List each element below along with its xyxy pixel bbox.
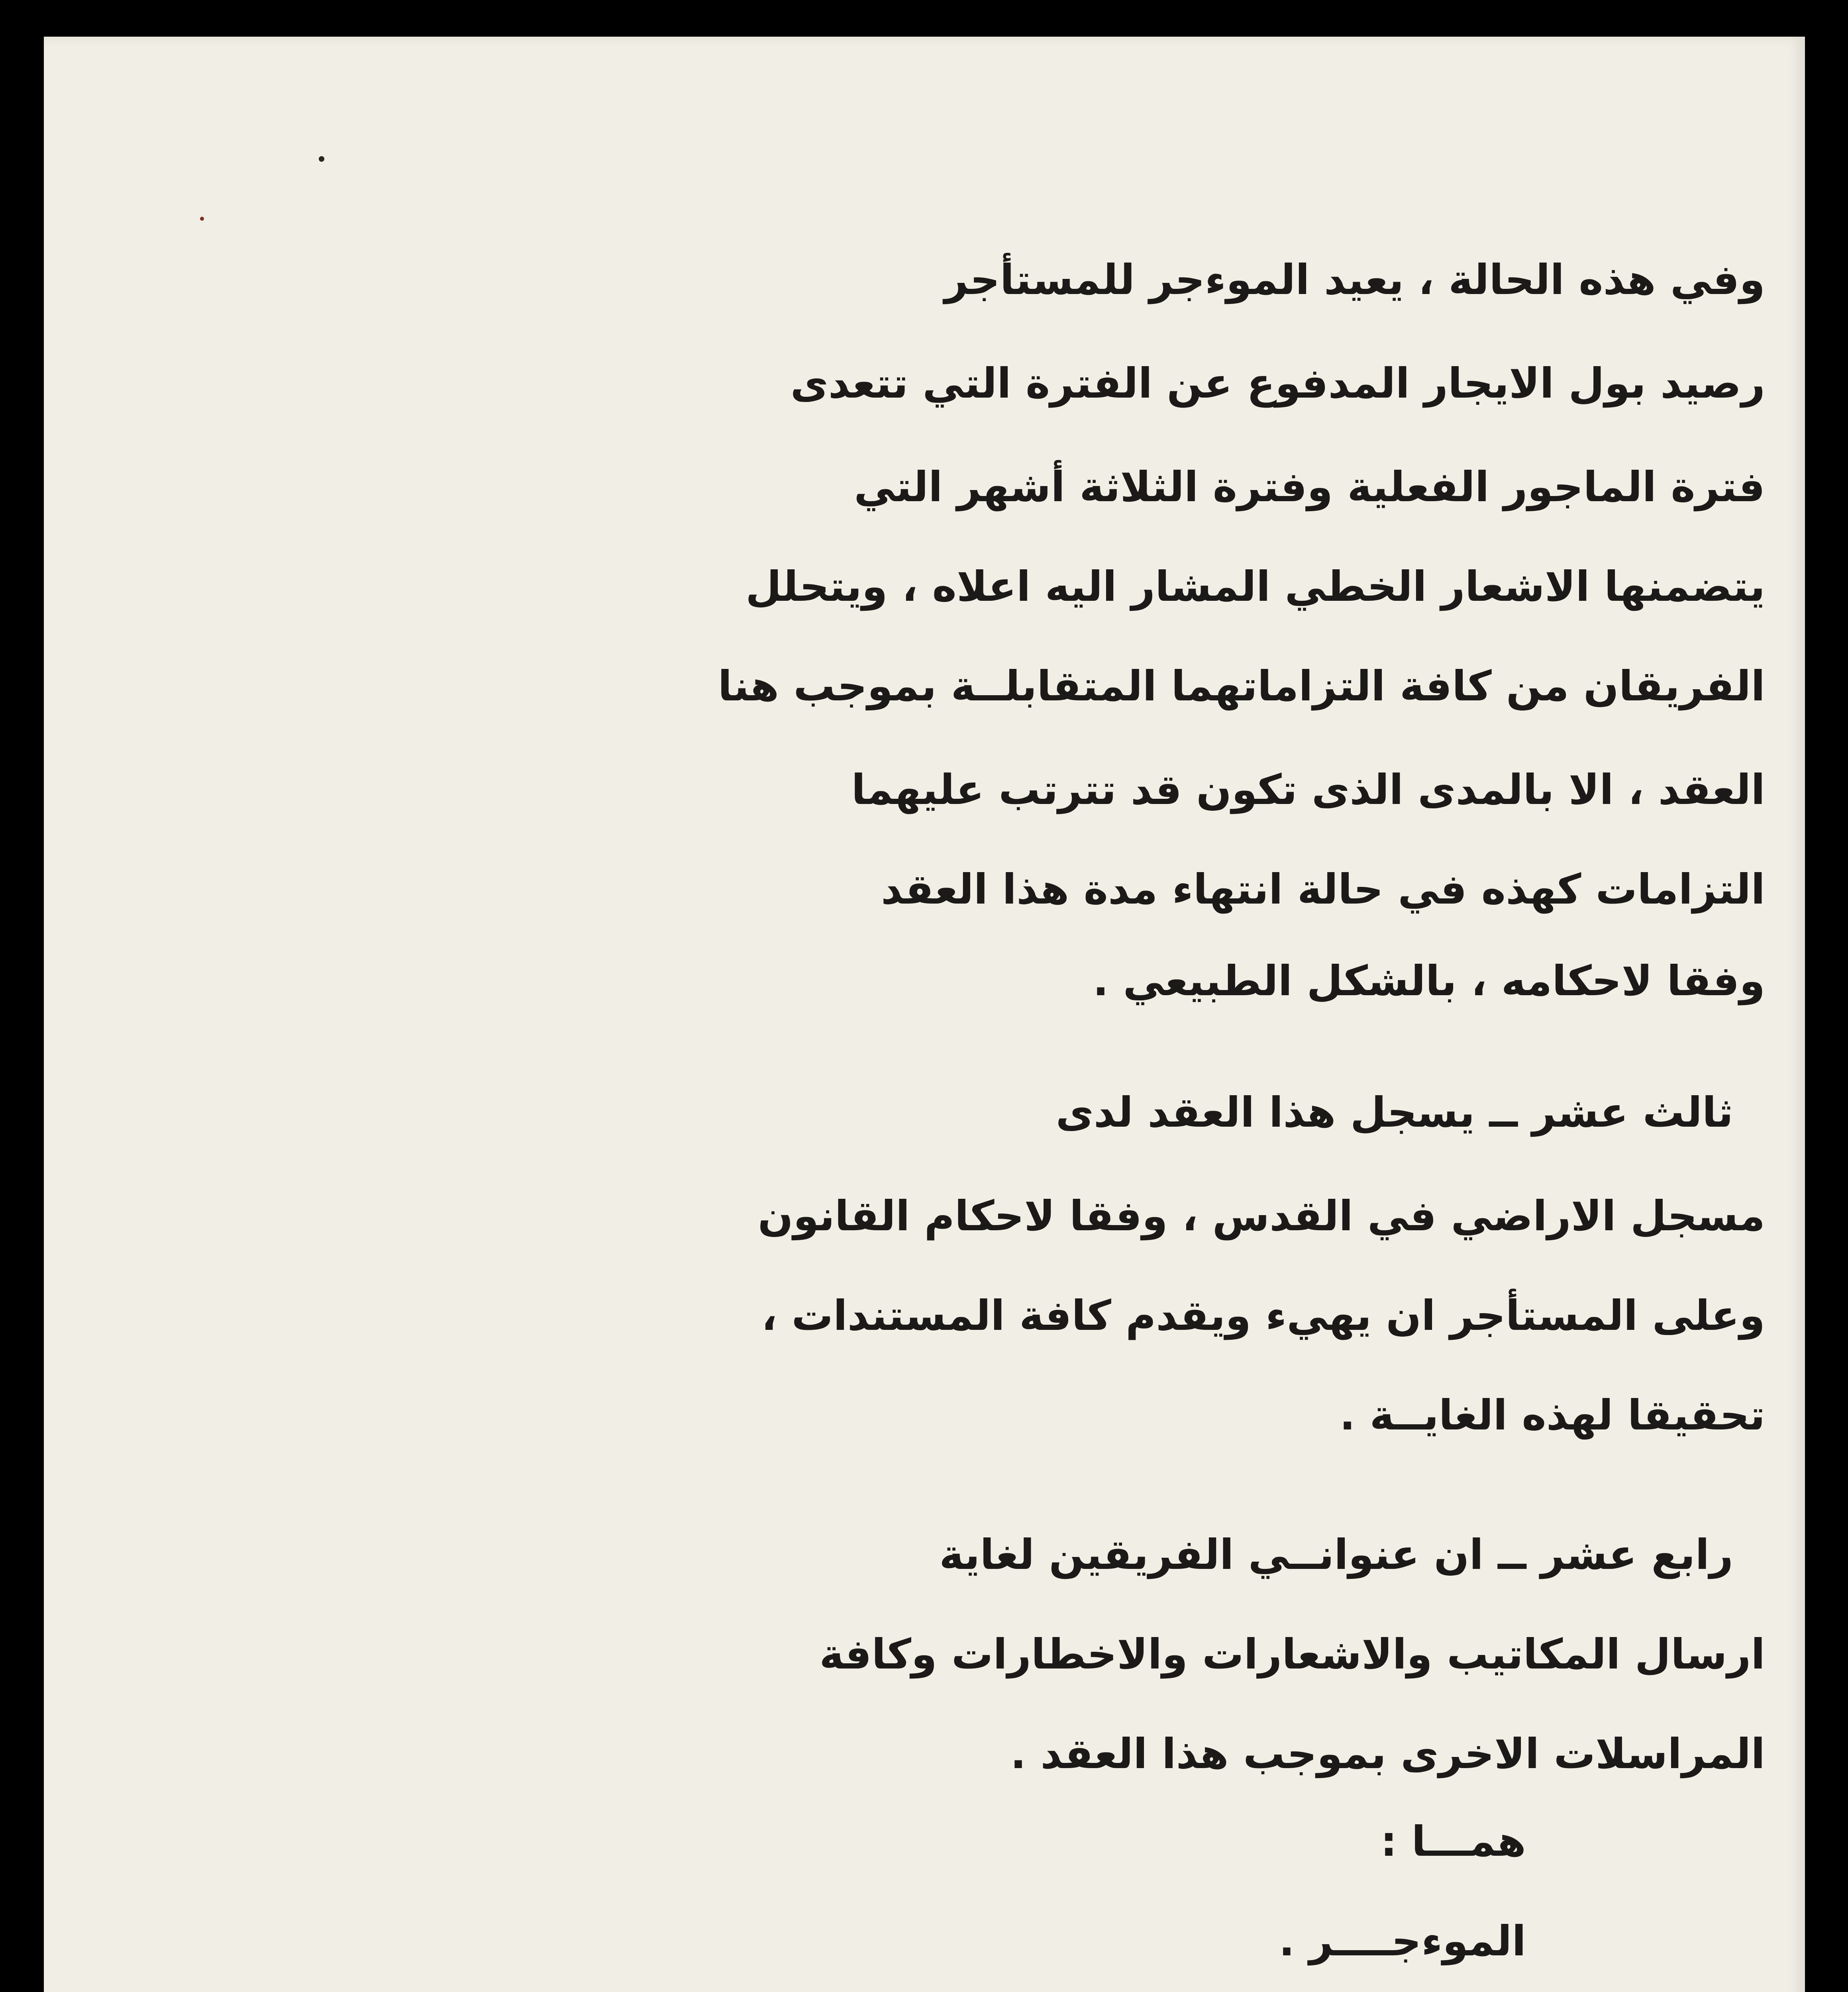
text-line: التزامات كهذه في حالة انتهاء مدة هذا العقد xyxy=(881,865,1765,914)
text-line: العقد ، الا بالمدى الذى تكون قد تترتب عليهما xyxy=(851,765,1765,814)
text-line: فترة الماجور الفعلية وفترة الثلاثة أشهر التي xyxy=(854,463,1765,511)
text-line: المراسلات الاخرى بموجب هذا العقد . xyxy=(1010,1729,1765,1778)
text-line: يتضمنها الاشعار الخطي المشار اليه اعلاه ، ويتحلل xyxy=(745,562,1765,611)
lessor-label: الموءجــــر . xyxy=(1279,1917,1526,1965)
addresses-label: همـــا : xyxy=(1380,1817,1526,1866)
section-heading-line: ثالث عشر ــ يسجل هذا العقد لدى xyxy=(1055,1088,1733,1137)
text-line: تحقيقا لهذه الغايــة . xyxy=(1339,1391,1765,1439)
text-line: ارسال المكاتيب والاشعارات والاخطارات وكافة xyxy=(819,1630,1765,1678)
document-page xyxy=(44,37,1805,1992)
text-line: وفي هذه الحالة ، يعيد الموءجر للمستأجر xyxy=(944,255,1765,304)
text-line: وفقا لاحكامه ، بالشكل الطبيعي . xyxy=(1093,957,1765,1005)
ink-speck xyxy=(200,217,204,221)
text-line: مسجل الاراضي في القدس ، وفقا لاحكام القانون xyxy=(757,1192,1765,1240)
section-heading-line: رابع عشر ــ ان عنوانــي الفريقين لغاية xyxy=(939,1530,1733,1579)
text-line: وعلى المستأجر ان يهيء ويقدم كافة المستندات ، xyxy=(761,1291,1765,1340)
text-line: الفريقان من كافة التزاماتهما المتقابلــة بموجب هنا xyxy=(718,662,1765,710)
text-line: رصيد بول الايجار المدفوع عن الفترة التي تتعدى xyxy=(790,359,1765,408)
ink-speck xyxy=(319,156,324,162)
